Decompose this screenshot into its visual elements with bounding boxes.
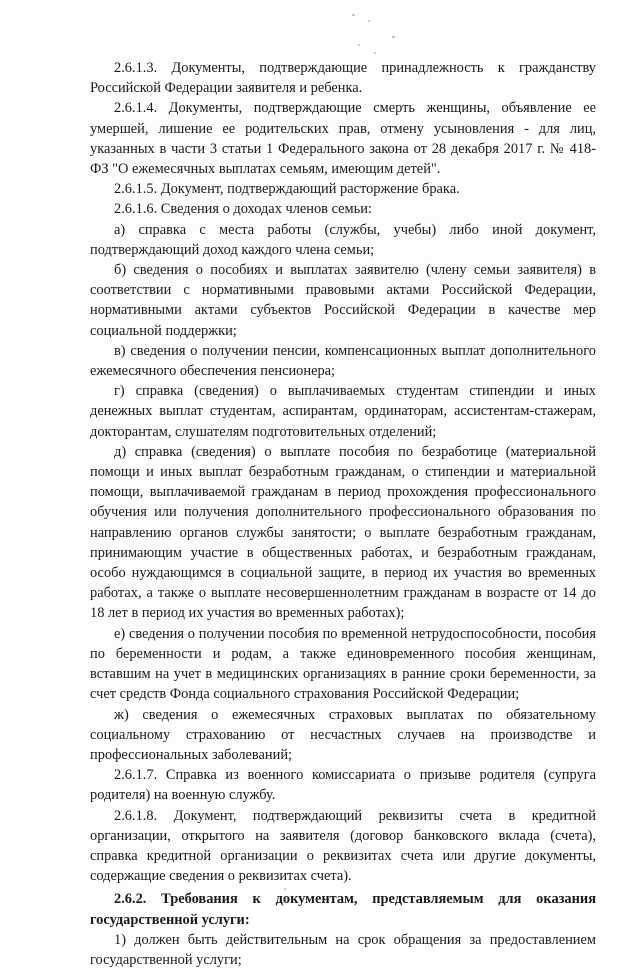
list-item-e: е) сведения о получении пособия по временной нетрудоспособности, пособия по беременности и родам, а также единовременного пособия женщинам, вставшим на учет в медицинских организациях в ранние сроки беременности, за счет средств Фонда социального страхования Российской Федерации; [90,625,596,703]
paragraph-2-6-1-5: 2.6.1.5. Документ, подтверждающий расторжение брака. [114,181,460,198]
list-item-b: б) сведения о пособиях и выплатах заявителю (члену семьи заявителя) в соответствии с нормативными правовыми актами Российской Федерации, нормативными актами субъектов Российской Федерации в качестве мер социальной поддержки; [90,262,596,339]
list-item-a: а) справка с места работы (службы, учебы) либо иной документ, подтверждающий доход каждого члена семьи; [90,221,596,258]
scan-speck [392,36,395,38]
list-item-v: в) сведения о получении пенсии, компенсационных выплат дополнительного ежемесячного обеспечения пенсионера; [90,342,596,380]
list-item-d: д) справка (сведения) о выплате пособия по безработице (материальной помощи и иных выплат безработным гражданам, о стипендии и материальной помощи, выплачиваемой гражданам в период прохождения профессионального обучения или получения дополнительного профессионального образования по направлению органов службы занятости; о выплате безработным гражданам, принимающим участие в общественных работах, и безработным гражданам, особо нуждающимся в социальной защите, в период их участия во временных работах, а также о выплате несовершеннолетним гражданам в возрасте от 14 до 18 лет в период их участия во временных работах); [90,443,596,622]
list-item-g: г) справка (сведения) о выплачиваемых студентам стипендии и иных денежных выплат студентам, аспирантам, ординаторам, ассистентам-стажерам, докторантам, слушателям подготовительных отделений; [90,383,596,440]
paragraph-2-6-1-8: 2.6.1.8. Документ, подтверждающий реквизиты счета в кредитной организации, открытого на заявителя (договор банковского вклада (счета), справка кредитной организации о реквизитах счета или другие документы, содержащие сведения о реквизитах счета). [90,807,596,885]
list-item-zh: ж) сведения о ежемесячных страховых выплатах по обязательному социальному страхованию от несчастных случаев на производстве и профессиональных заболеваний; [90,706,596,763]
scan-speck [374,52,376,54]
paragraph-2-6-1-6: 2.6.1.6. Сведения о доходах членов семьи: [114,201,372,218]
scan-speck [352,14,355,16]
document-body [90,58,596,970]
scan-speck [368,20,370,22]
paragraph-2-6-1-7: 2.6.1.7. Справка из военного комиссариата о призыве родителя (супруга родителя) на военную службу. [90,767,596,804]
paragraph-2-6-1-3: 2.6.1.3. Документы, подтверждающие принадлежность к гражданству Российской Федерации заявителя и ребенка. [90,60,596,97]
paragraph-2-6-1-4: 2.6.1.4. Документы, подтверждающие смерть женщины, объявление ее умершей, лишение ее родительских прав, отмену усыновления - для лиц, указанных в части 3 статьи 1 Федерального закона от 28 декабря 2017 г. № 418-ФЗ "О ежемесячных выплатах семьям, имеющим детей". [90,100,596,178]
scan-speck [358,44,360,46]
requirement-item-1: 1) должен быть действительным на срок обращения за предоставлением государственной услуги; [90,931,596,968]
section-heading-2-6-2: 2.6.2. Требования к документам, представляемым для оказания государственной услуги: [90,891,596,928]
